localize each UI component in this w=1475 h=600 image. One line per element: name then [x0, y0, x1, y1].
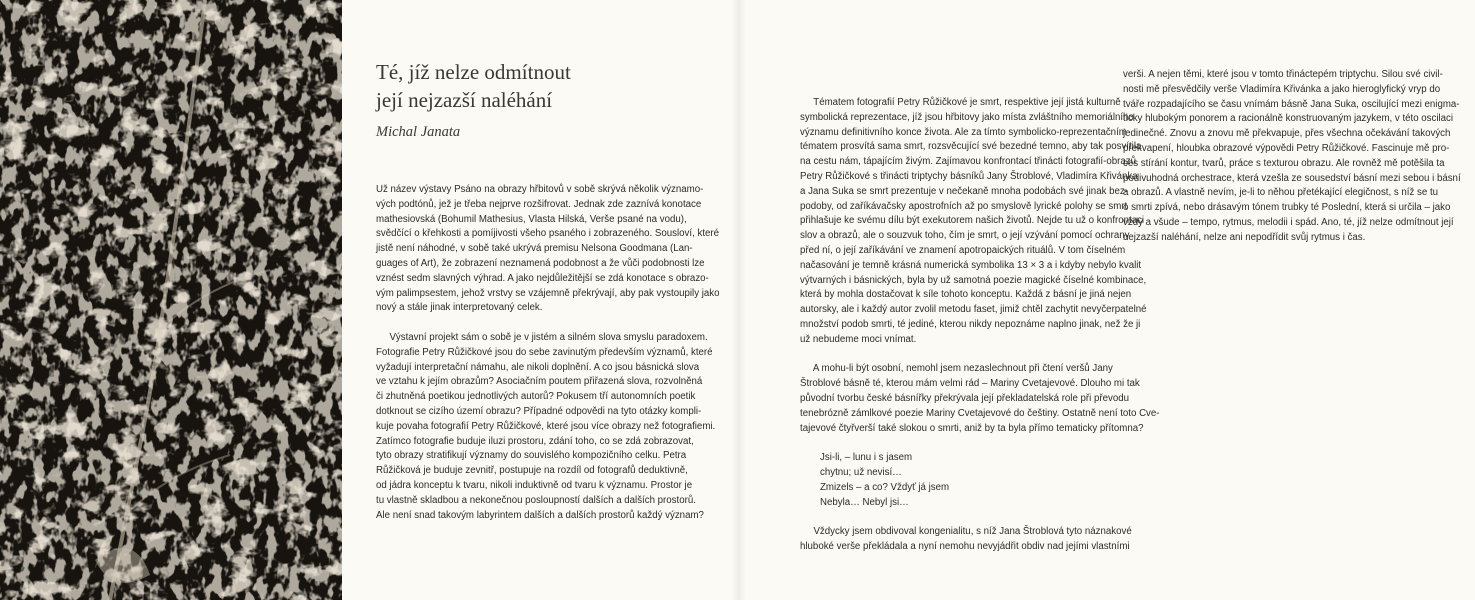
text-line: jedinečné. Znovu a znovu mě překvapuje, přes všechna očekávání takových [1123, 128, 1451, 140]
text-line: tenebrózně zámlkové poezie Mariny Cvetajevové do češtiny. Ostatně není toto Cve- [800, 407, 1160, 419]
text-line: ve vztahu k jejím obrazům? Asociačním poutem přiřazená slova, rozvolněná [376, 376, 703, 388]
text-line: tajevové čtyřverší také slokou o smrti, aniž by ta byla přímo tematicky přítomna? [800, 422, 1144, 434]
text-line: o smrti zpívá, nebo drásavým tónem trubky té Poslední, která si určila – jako [1123, 202, 1451, 214]
text-line: tématem prosvítá sama smrt, rozsvěcující své bezedné temno, aby tak posvítila [800, 141, 1142, 153]
text-line: a obrazů. A vlastně nevím, je-li to něhou přetékající elegičnost, s níž se tu [1123, 187, 1439, 199]
text-line: autorsky, ale i každý autor zvolil metodu faset, jimiž chtěl zachytit nevyčerpatelné [800, 304, 1147, 316]
text-line: Fotografie Petry Růžičkové jsou do sebe zavinutým především významů, které [376, 346, 713, 358]
text-line: významu definitivního konce života. Ale za tímto symbolicko-reprezentačním [800, 126, 1127, 138]
text-line: nový a stále jinak interpretovaný celek. [376, 302, 543, 314]
text-line: načasování je temně krásná numerická symbolika 13 × 3 a i kdyby nebylo kvalit [800, 259, 1142, 271]
paragraph-gap [800, 436, 1100, 451]
text-line: Ale není snad takovým labyrintem dalších a dalších prostorů každý význam? [376, 509, 704, 521]
text-line: překvapení, hloubka obrazové výpovědi Petry Růžičkové. Fascinuje mě pro- [1123, 142, 1450, 154]
text-line: symbolická reprezentace, jíž jsou hřbitovy jako místa zvláštního memoriálního [800, 111, 1134, 123]
text-line: nosti mě přesvědčily verše Vladimíra Křivánka a jako hieroglyfický vryp do [1123, 83, 1441, 95]
text-line: tu vlastně skladbou a nekonečnou posloupností dalších a dalších prostorů. [376, 494, 696, 506]
text-line: verši. A nejen těmi, které jsou v tomto třináctерém triptychu. Silou své civil- [1123, 69, 1443, 80]
text-line: slov a obrazů, ale o souzvuk toho, čím je smrt, o její vzývání pomocí ochrany [800, 230, 1130, 242]
verse-line: Nebyla… Nebyl jsi… [820, 496, 909, 508]
text-line: podoby, od zaříkávačsky apostrofních až po smyslově lyrické polohy se smrt [800, 200, 1128, 212]
paragraph-gap [800, 348, 1100, 363]
text-line: dotknout se cizího území obrazu? Případné odpovědi na tyto otázky kompli- [376, 405, 702, 417]
title-line: Té, jíž nelze odmítnout [376, 60, 571, 84]
text-line: hluboké verše překládala a nyní nemohu nevyjádřit obdiv nad jejími vlastními [800, 540, 1130, 552]
text-line: a Jana Suka se smrt prezentuje v nečekaně mnoha podobách své jinak bez- [800, 185, 1128, 197]
text-line: Štroblové básně té, kterou mám velmi rád – Mariny Cvetajevové. Dlouho mi tak [800, 378, 1140, 390]
text-line: Zatímco fotografie buduje iluzi prostoru, zdání toho, co se zdá zobrazovat, [376, 435, 694, 447]
text-line: která by mohla dostačovat k síle tohoto konceptu. Každá z básní je jiná nejen [800, 289, 1132, 301]
text-line: ces stírání kontur, tvarů, práce s texturou obrazu. Ale rovněž mě potěšila ta [1123, 157, 1445, 169]
text-line: už nebudeme moci vnímat. [800, 333, 917, 345]
text-line: Petry Růžičkové s třinácti triptychy básníků Jany Štroblové, Vladimíra Křivánka [800, 170, 1138, 182]
text-line: tyto obrazy stratifikují významy do souvislého kompozičního celku. Petra [376, 450, 687, 462]
text-line: výtvarných i básnických, byla by už samotná poezie magické číselné kombinace, [800, 274, 1147, 286]
text-line: ticky hlubokým ponorem a racionálně konstruovaným jazykem, v této oscilaci [1123, 113, 1454, 125]
text-line: přihlašuje ke svému dílu být exekutorem našich životů. Nejde tu už o konfrontaci [800, 215, 1145, 227]
text-column-2 [800, 96, 1160, 555]
text-line: mathesiovská (Bohumil Mathesius, Vlasta Hilská, Verše psané na vodu), [376, 213, 687, 225]
text-line: Už název výstavy Psáno na obrazy hřbitovů v sobě skrývá několik významo- [376, 184, 704, 195]
text-line: kuje povaha fotografií Petry Růžičkové, které jsou více obrazy než fotografiemi. [376, 420, 716, 432]
text-line: před ní, o její zaříkávání ve znamení apotropaických rituálů. V tom číselném [800, 244, 1126, 256]
text-line: podivuhodná orchestrace, která vzešla ze sousedství básní mezi sebou i básní [1123, 172, 1461, 184]
botanical-photo-image [0, 0, 342, 600]
text-line: či zhutněná poetikou jednotlivých autorů? Pokusem tří autonomních poetik [376, 391, 696, 403]
title-line: její nejzazší naléhání [376, 88, 553, 112]
book-gutter [732, 0, 746, 600]
text-line: Růžičková je buduje zevnitř, postupuje na rozdíl od fotografů deduktivně, [376, 465, 688, 477]
text-line: Tématem fotografií Petry Růžičkové je smrt, respektive její jistá kulturně [800, 97, 1121, 108]
text-line: vým palimpsestem, jehož vrstvy se vzájemně překrývají, aby pak vystoupily jako [376, 287, 720, 299]
text-line: vých podtónů, jež je třeba nejprve rozšifrovat. Jednak zde zaznívá konotace [376, 198, 702, 210]
text-line: jistě není náhodné, v sobě také ukrývá premisu Nelsona Goodmana (Lan- [376, 243, 693, 255]
verse-line: Zmizels – a co? Vždyť já jsem [820, 481, 950, 493]
text-line: guages of Art), že zobrazení neznamená podobnost a že vůči podobnosti lze [376, 257, 705, 269]
verse-line: chytnu; už nevisí… [820, 466, 902, 478]
text-line: Výstavní projekt sám o sobě je v jistém a silném slova smyslu paradoxem. [376, 331, 708, 343]
text-column-3 [1123, 68, 1461, 246]
paragraph-gap [376, 316, 676, 331]
text-line: vždy a všude – tempo, rytmus, melodii i spád. Ano, té, jíž nelze odmítnout její [1123, 216, 1454, 228]
text-line: vznést sedm slavných výhrad. A jako nejdůležitější se zdá konotace s obrazo- [376, 272, 709, 284]
author-name: Michal Janata [376, 124, 461, 140]
text-line: tváře rozpadajícího se času vnímám básně Jana Suka, oscilující mezi enigma- [1123, 98, 1460, 110]
text-line: A mohu-li být osobní, nemohl jsem nezaslechnout při čtení veršů Jany [800, 363, 1113, 375]
text-line: nejzazší naléhání, nelze ani nepodřídit svůj rytmus i čas. [1123, 231, 1366, 243]
verse-line: Jsi-li, – lunu i s jasem [820, 452, 913, 464]
text-line: od jádra konceptu k tvaru, nikoli induktivně od tvaru k významu. Prostor je [376, 479, 693, 491]
paragraph-gap [800, 510, 1100, 525]
text-line: vyžadují interpretační námahu, ale nikoli doplnění. A co jsou básnická slova [376, 361, 700, 373]
article-title [376, 58, 706, 114]
text-line: množství podob smrti, té jediné, kterou nikdy nepoznáme naplno jinak, než že ji [800, 318, 1141, 330]
text-line: svědčící o křehkosti a pomíjivosti všeho psaného i zobrazeného. Sousloví, které [376, 228, 720, 240]
text-line: původní tvorbu české básnířky překrývala její překladatelská role při převodu [800, 392, 1130, 404]
text-column-1 [376, 183, 720, 523]
text-line: Vždycky jsem obdivoval kongenialitu, s níž Jana Štroblová tyto náznakové [800, 526, 1132, 538]
text-line: na cestu nám, tápajícím živým. Zajímavou konfrontací třinácti fotografií-obrazů [800, 156, 1136, 168]
